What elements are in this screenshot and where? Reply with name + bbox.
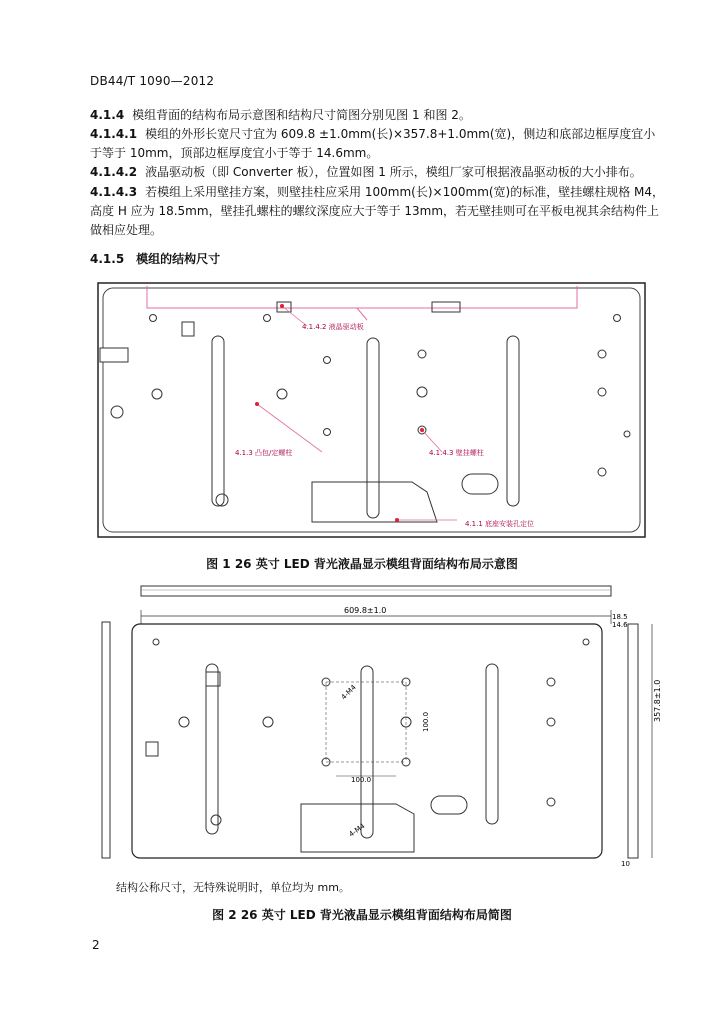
section-heading: 4.1.5 模组的结构尺寸 <box>90 252 221 266</box>
standard-code: DB44/T 1090—2012 <box>90 74 215 88</box>
paragraph-4-1-4-3-cont1: 高度 H 应为 18.5mm，壁挂孔螺柱的螺纹深度应大于等于 13mm，若无壁挂则可在平板电视其余结构件上 <box>90 204 660 218</box>
dim-wall-vertical: 100.0 <box>422 711 430 732</box>
dim-holes-bottom: 4-M4 <box>347 822 367 839</box>
paragraph-4-1-4-3: 4.1.4.3 若模组上采用壁挂方案，则壁挂柱应采用 100mm(长)×100mm(宽)的标准，壁挂螺柱规格 M4， <box>90 185 665 199</box>
dim-height: 357.8±1.0 <box>653 679 662 722</box>
dim-side: 10 <box>621 860 630 868</box>
dim-holes-top: 4-M4 <box>339 683 358 702</box>
paragraph-4-1-4: 4.1.4 模组背面的结构布局示意图和结构尺寸简图分别见图 1 和图 2。 <box>90 108 471 122</box>
label-bottom-mount: 4.1.1 底座安装孔定位 <box>465 520 535 528</box>
paragraph-4-1-4-3-cont2: 做相应处理。 <box>90 223 163 237</box>
paragraph-4-1-4-2: 4.1.4.2 液晶驱动板（即 Converter 板），位置如图 1 所示，模组厂家可根据液晶驱动板的大小排布。 <box>90 165 642 179</box>
label-driver-board: 4.1.4.2 液晶驱动板 <box>302 323 364 331</box>
dim-thick-a: 18.5 <box>612 613 628 621</box>
dim-width: 609.8±1.0 <box>344 606 387 615</box>
figure1-drawing <box>97 282 646 538</box>
dim-thick-b: 14.6 <box>612 621 628 629</box>
label-wall-mount: 4.1.4.3 壁挂螺柱 <box>429 449 484 457</box>
figure2-caption: 图 2 26 英寸 LED 背光液晶显示模组背面结构布局简图 <box>212 908 512 922</box>
figure2-note: 结构公称尺寸，无特殊说明时，单位均为 mm。 <box>116 881 350 894</box>
label-boss: 4.1.3 凸包/定螺柱 <box>235 449 293 457</box>
figure2-drawing <box>96 582 676 872</box>
dim-wall-horizontal: 100.0 <box>351 776 372 784</box>
paragraph-4-1-4-1: 4.1.4.1 模组的外形长宽尺寸宜为 609.8 ±1.0mm(长)×357.8+1.0mm(宽)，侧边和底部边框厚度宜小 <box>90 127 656 141</box>
paragraph-4-1-4-1-cont: 于等于 10mm，顶部边框厚度宜小于等于 14.6mm。 <box>90 146 379 160</box>
figure1-caption: 图 1 26 英寸 LED 背光液晶显示模组背面结构布局示意图 <box>206 557 518 571</box>
page-number: 2 <box>92 938 100 952</box>
